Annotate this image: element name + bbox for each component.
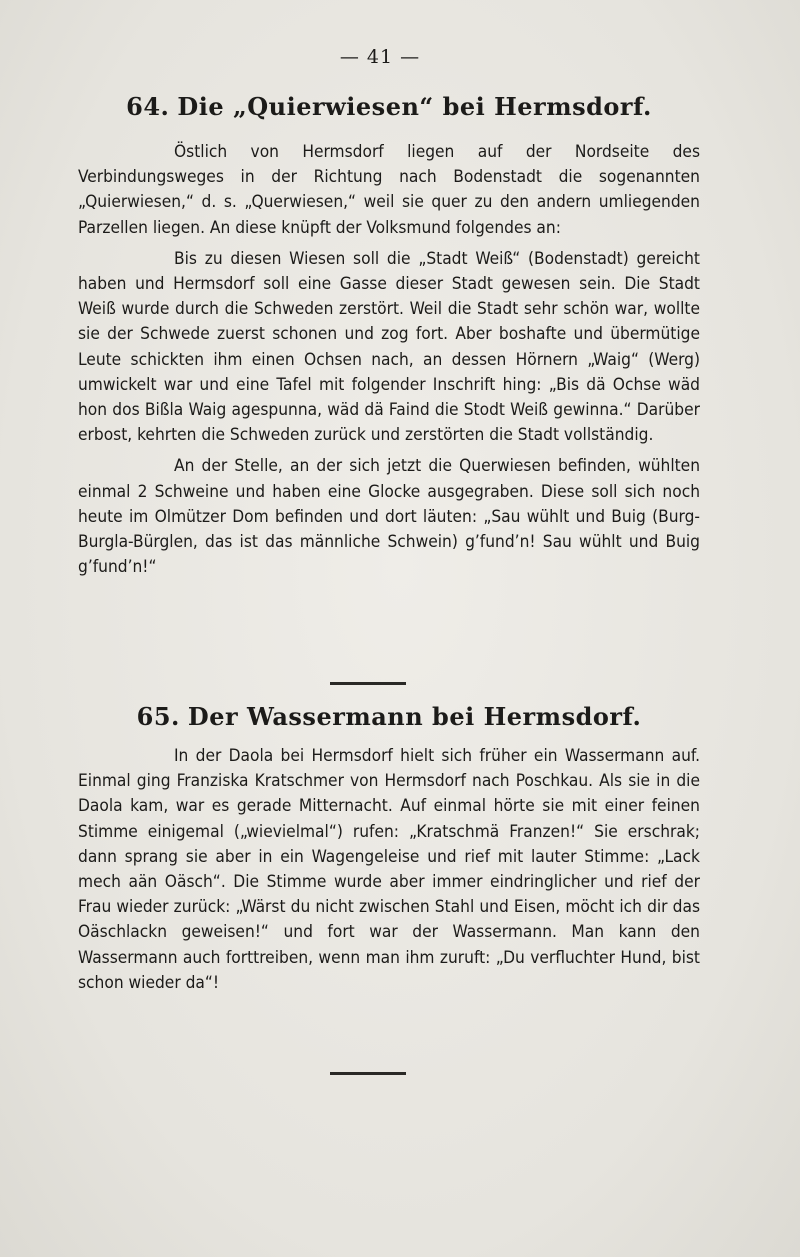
section-65-body: [78, 744, 700, 1002]
section-heading: [78, 92, 700, 121]
section-heading: [78, 702, 700, 731]
paragraph: An der Stelle, an der sich jetzt die Querwiesen befinden, wühlten einmal 2 Schweine und haben eine Glocke ausgegraben. Diese soll sich noch heute im Olmützer Dom befinden und dort läuten: „Sau wühlt und Buig (Burg-Burgla-Bürglen, das ist das männliche Schwein) g’fund’n! Sau wühlt und Buig g’fund’n!“: [78, 456, 700, 578]
section-65: [78, 702, 700, 731]
paragraph: Bis zu diesen Wiesen soll die „Stadt Weiß“ (Bodenstadt) gereicht haben und Hermsdorf soll eine Gasse dieser Stadt gewesen sein. Die Stadt Weiß wurde durch die Schweden zerstört. Weil die Stadt sehr schön war, wollte sie der Schwede zuerst schonen und zog fort. Aber boshafte und übermütige Leute schickten ihm einen Ochsen nach, an dessen Hörnern „Waig“ (Werg) umwickelt war und eine Tafel mit folgender Inschrift hing: „Bis dä Ochse wäd hon dos Bißla Waig agespunna, wäd dä Faind die Stodt Weiß gewinna.“ Darüber erbost, kehrten die Schweden zurück und zerstörten die Stadt vollständig.: [78, 248, 700, 446]
section-title: Der Wassermann bei Hermsdorf.: [187, 702, 642, 731]
section-divider: [330, 682, 406, 685]
section-number: 64.: [126, 92, 170, 121]
section-title: Die „Quierwiesen“ bei Hermsdorf.: [177, 92, 652, 121]
section-64-body: [78, 140, 700, 586]
paragraph: In der Daola bei Hermsdorf hielt sich früher ein Wassermann auf. Einmal ging Franziska Kratschmer von Hermsdorf nach Poschkau. Als sie in die Daola kam, war es gerade Mitternacht. Auf einmal hörte sie mit einer feinen Stimme einigemal („wievielmal“) rufen: „Kratschmä Franzen!“ Sie erschrak; dann sprang sie aber in ein Wagengeleise und rief mit lauter Stimme: „Lack mech aän Oäsch“. Die Stimme wurde aber immer eindringlicher und rief der Frau wieder zurück: „Wärst du nicht zwischen Stahl und Eisen, möcht ich dir das Oäschlackn geweisen!“ und fort war der Wassermann. Man kann den Wassermann auch forttreiben, wenn man ihm zuruft: „Du verfluchter Hund, bist schon wieder da“!: [78, 746, 700, 993]
section-64: [78, 92, 700, 121]
paragraph: Östlich von Hermsdorf liegen auf der Nordseite des Verbindungsweges in der Richtung nach Bodenstadt die sogenannten „Quierwiesen,“ d. s. „Querwiesen,“ weil sie quer zu den andern umliegenden Parzellen liegen. An diese knüpft der Volksmund folgendes an:: [78, 142, 700, 238]
section-number: 65.: [136, 702, 180, 731]
page-number: — 41 —: [339, 46, 421, 68]
section-divider: [330, 1072, 406, 1075]
